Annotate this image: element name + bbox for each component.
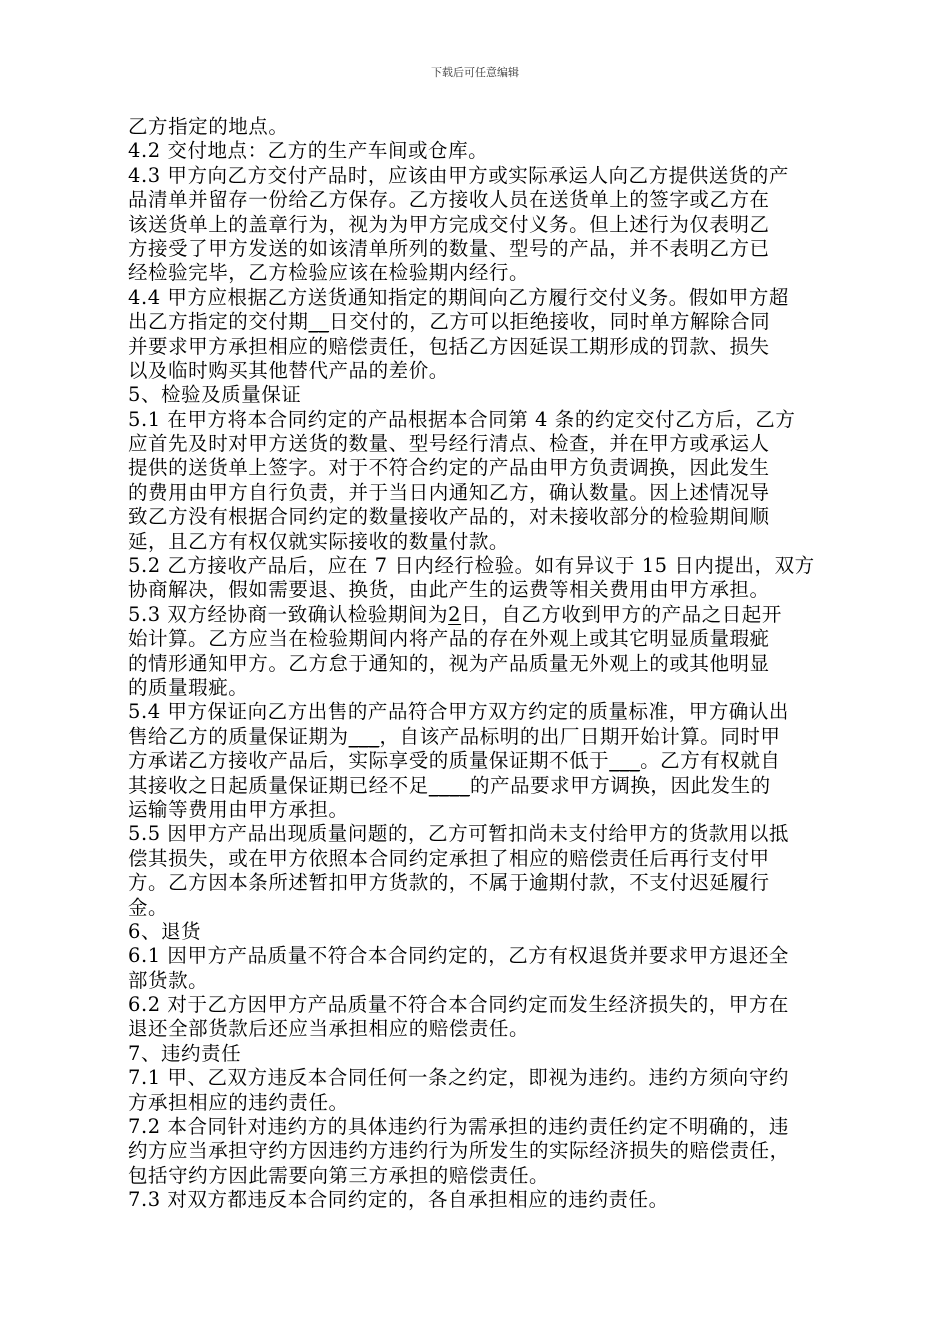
text-line: 提供的送货单上签字。对于不符合约定的产品由甲方负责调换，因此发生	[128, 456, 770, 480]
text-line	[128, 603, 866, 627]
text-line	[128, 774, 866, 798]
text-line: 方接受了甲方发送的如该清单所列的数量、型号的产品，并不表明乙方已	[128, 236, 770, 260]
text-segment: 日交付的，乙方可以拒绝接收，同时单方解除合同	[329, 310, 771, 334]
text-line: 退还全部货款后还应当承担相应的赔偿责任。	[128, 1017, 530, 1041]
text-line: 5、检验及质量保证	[128, 383, 302, 407]
text-line	[128, 310, 866, 334]
text-line: 4.2 交付地点：乙方的生产车间或仓库。	[128, 139, 489, 163]
text-line: 5.4 甲方保证向乙方出售的产品符合甲方双方约定的质量标准，甲方确认出	[128, 700, 789, 724]
text-line: 始计算。乙方应当在检验期间内将产品的存在外观上或其它明显质量瑕疵	[128, 627, 770, 651]
text-line: 应首先及时对甲方送货的数量、型号经行清点、检查，并在甲方或承运人	[128, 432, 770, 456]
text-line: 7.1 甲、乙双方违反本合同任何一条之约定，即视为违约。违约方须向守约	[128, 1066, 789, 1090]
text-line: 运输等费用由甲方承担。	[128, 797, 349, 821]
fill-in-blank: ___	[348, 724, 380, 748]
text-line: 并要求甲方承担相应的赔偿责任，包括乙方因延误工期形成的罚款、损失	[128, 334, 770, 358]
text-line: 的费用由甲方自行负责，并于当日内通知乙方，确认数量。因上述情况导	[128, 480, 770, 504]
text-line: 协商解决，假如需要退、换货，由此产生的运费等相关费用由甲方承担。	[128, 578, 770, 602]
text-segment: 4.4 甲方应根据乙方送货通知指定的期间向乙方履行交付义务。假如甲方超	[128, 285, 789, 309]
text-line: 7.2 本合同针对违约方的具体违约行为需承担的违约责任约定不明确的，违	[128, 1115, 789, 1139]
text-line: 6.1 因甲方产品质量不符合本合同约定的，乙方有权退货并要求甲方退还全	[128, 944, 789, 968]
text-line: 以及临时购买其他替代产品的差价。	[128, 358, 449, 382]
text-line: 方承担相应的违约责任。	[128, 1090, 349, 1114]
text-segment: 出乙方指定的交付期	[128, 310, 309, 334]
text-line: 包括守约方因此需要向第三方承担的赔偿责任。	[128, 1163, 550, 1187]
text-line: 的情形通知甲方。乙方怠于通知的，视为产品质量无外观上的或其他明显	[128, 651, 770, 675]
text-line: 部货款。	[128, 968, 209, 992]
text-line: 该送货单上的盖章行为，视为为甲方完成交付义务。但上述行为仅表明乙	[128, 212, 770, 236]
document-body	[128, 115, 866, 1213]
fill-in-blank: __	[308, 310, 330, 334]
fill-in-blank: ____	[428, 773, 470, 797]
text-line: 6.2 对于乙方因甲方产品质量不符合本合同约定而发生经济损失的，甲方在	[128, 993, 789, 1017]
text-segment: 。乙方有权就自	[640, 749, 781, 773]
text-line: 偿其损失，或在甲方依照本合同约定承担了相应的赔偿责任后再行支付甲	[128, 846, 770, 870]
text-segment: 日，自乙方收到甲方的产品之日起开	[461, 602, 782, 626]
text-line	[128, 725, 866, 749]
text-line: 金。	[128, 895, 169, 919]
text-line: 延，且乙方有权仅就实际接收的数量付款。	[128, 529, 509, 553]
fill-in-blank: 2	[448, 602, 462, 626]
text-line: 7.3 对双方都违反本合同约定的，各自承担相应的违约责任。	[128, 1188, 669, 1212]
text-segment: 的产品要求甲方调换，因此发生的	[469, 773, 771, 797]
text-line: 5.5 因甲方产品出现质量问题的，乙方可暂扣尚未支付给甲方的货款用以抵	[128, 822, 789, 846]
text-line: 乙方指定的地点。	[128, 115, 289, 138]
text-line: 经检验完毕，乙方检验应该在检验期内经行。	[128, 261, 530, 285]
text-segment: 方承诺乙方接收产品后，实际享受的质量保证期不低于	[128, 749, 610, 773]
page-header-note: 下载后可任意编辑	[431, 66, 519, 79]
text-segment: 其接收之日起质量保证期已经不足	[128, 773, 429, 797]
text-line: 约方应当承担守约方因违约方违约行为所发生的实际经济损失的赔偿责任，	[128, 1139, 790, 1163]
text-line	[128, 286, 866, 310]
text-line: 5.2 乙方接收产品后，应在 7 日内经行检验。如有异议于 15 日内提出，双方	[128, 554, 815, 578]
text-line: 6、退货	[128, 919, 202, 943]
text-segment: 5.3 双方经协商一致确认检验期间为	[128, 602, 449, 626]
text-line	[128, 749, 866, 773]
text-line: 品清单并留存一份给乙方保存。乙方接收人员在送货单上的签字或乙方在	[128, 188, 770, 212]
text-line: 4.3 甲方向乙方交付产品时，应该由甲方或实际承运人向乙方提供送货的产	[128, 163, 789, 187]
text-segment: ，自该产品标明的出厂日期开始计算。同时甲	[379, 724, 781, 748]
text-line: 7、违约责任	[128, 1041, 242, 1065]
text-line: 5.1 在甲方将本合同约定的产品根据本合同第 4 条的约定交付乙方后，乙方	[128, 407, 796, 431]
text-line: 方。乙方因本条所述暂扣甲方货款的，不属于逾期付款，不支付迟延履行	[128, 871, 770, 895]
text-segment: 售给乙方的质量保证期为	[128, 724, 349, 748]
fill-in-blank: ___	[609, 749, 641, 773]
text-line: 的质量瑕疵。	[128, 675, 249, 699]
text-line: 致乙方没有根据合同约定的数量接收产品的，对未接收部分的检验期间顺	[128, 505, 770, 529]
